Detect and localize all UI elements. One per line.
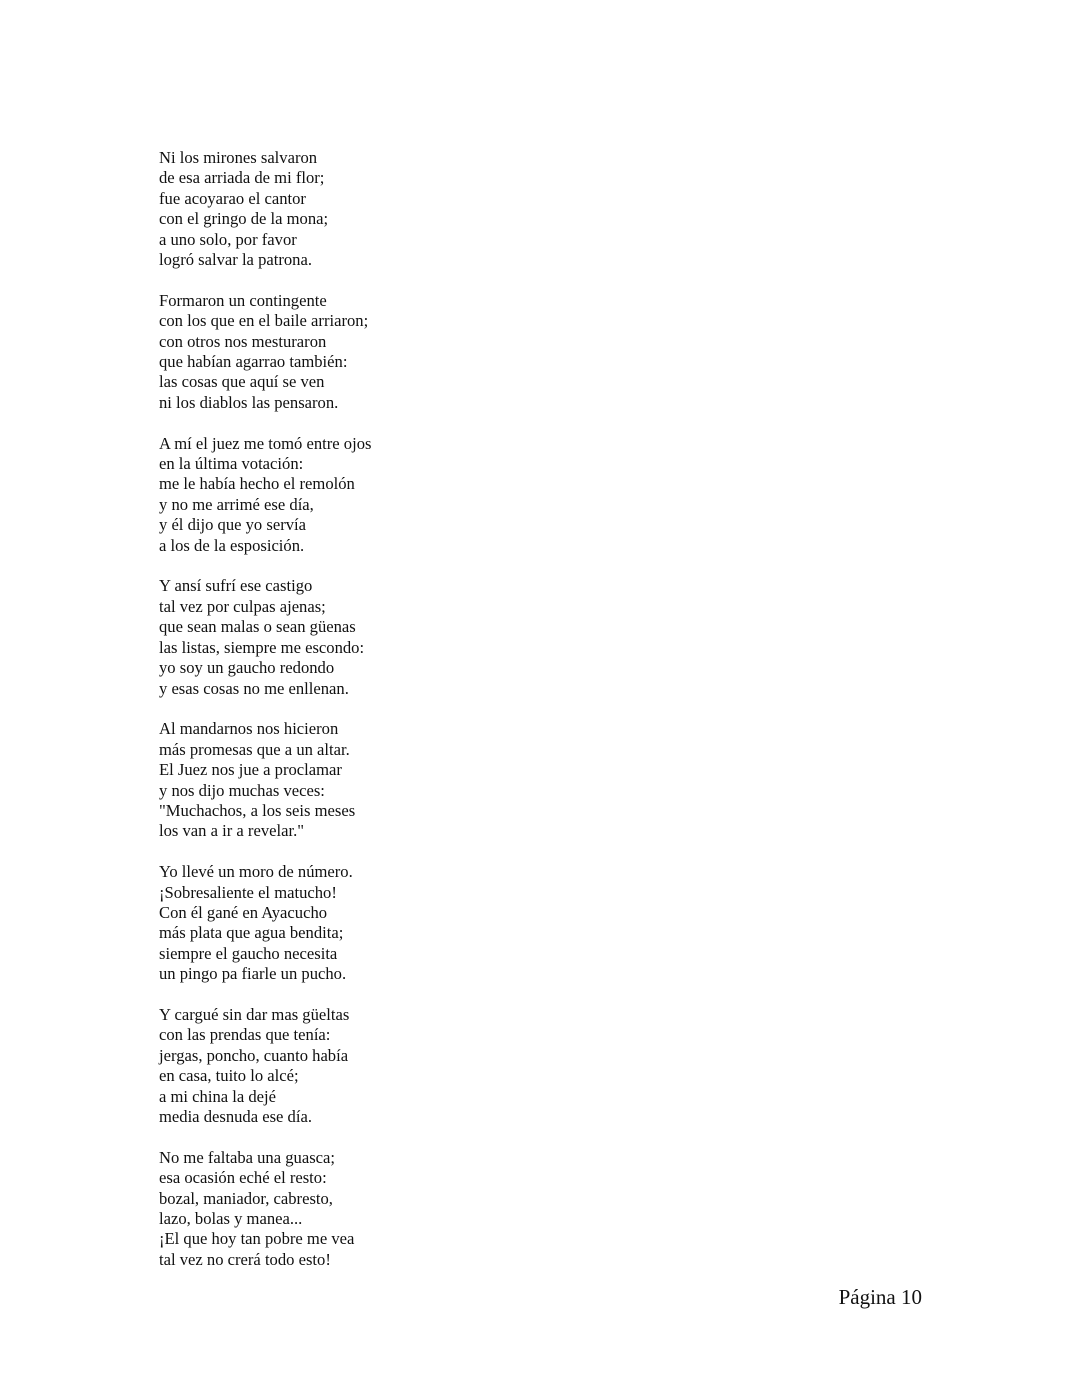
- verse-line: un pingo pa fiarle un pucho.: [159, 964, 347, 984]
- verse-line: las cosas que aquí se ven: [159, 372, 325, 392]
- verse-line: me le había hecho el remolón: [159, 474, 355, 494]
- verse-line: No me faltaba una guasca;: [159, 1147, 336, 1167]
- verse-line: las listas, siempre me escondo:: [159, 637, 365, 657]
- verse-line: con el gringo de la mona;: [159, 209, 329, 229]
- stanza: [159, 719, 759, 841]
- verse-line: que habían agarrao también:: [159, 352, 348, 372]
- verse-line: bozal, maniador, cabresto,: [159, 1188, 333, 1208]
- verse-line: jergas, poncho, cuanto había: [159, 1045, 349, 1065]
- verse-line: media desnuda ese día.: [159, 1107, 312, 1126]
- verse-line: con las prendas que tenía:: [159, 1025, 331, 1045]
- stanza: [159, 1148, 759, 1270]
- verse-line: yo soy un gaucho redondo: [159, 658, 335, 678]
- verse-line: con los que en el baile arriaron;: [159, 311, 369, 331]
- verse-line: a los de la esposición.: [159, 535, 305, 555]
- verse-line: "Muchachos, a los seis meses: [159, 800, 356, 820]
- verse-line: en la última votación:: [159, 454, 304, 474]
- verse-line: Formaron un contingente: [159, 290, 327, 310]
- stanza: [159, 862, 759, 984]
- verse-line: y nos dijo muchas veces:: [159, 780, 325, 800]
- verse-line: lazo, bolas y manea...: [159, 1209, 303, 1229]
- verse-line: tal vez no crerá todo esto!: [159, 1249, 331, 1269]
- verse-line: y él dijo que yo servía: [159, 515, 307, 535]
- verse-line: Y cargué sin dar mas güeltas: [159, 1004, 350, 1024]
- verse-line: A mí el juez me tomó entre ojos: [159, 433, 372, 453]
- verse-line: ¡El que hoy tan pobre me vea: [159, 1229, 355, 1249]
- verse-line: siempre el gaucho necesita: [159, 943, 338, 963]
- stanza: [159, 434, 759, 556]
- poem-body: [159, 148, 759, 1291]
- verse-line: esa ocasión eché el resto:: [159, 1168, 327, 1188]
- verse-line: El Juez nos jue a proclamar: [159, 760, 342, 780]
- verse-line: Con él gané en Ayacucho: [159, 902, 328, 922]
- verse-line: ni los diablos las pensaron.: [159, 392, 339, 412]
- verse-line: tal vez por culpas ajenas;: [159, 596, 326, 616]
- verse-line: ¡Sobresaliente el matucho!: [159, 882, 337, 902]
- stanza: [159, 291, 759, 413]
- verse-line: Y ansí sufrí ese castigo: [159, 576, 313, 596]
- verse-line: más promesas que a un altar.: [159, 739, 350, 759]
- verse-line: Al mandarnos nos hicieron: [159, 719, 339, 739]
- verse-line: en casa, tuito lo alcé;: [159, 1066, 299, 1086]
- verse-line: Ni los mirones salvaron: [159, 148, 318, 167]
- verse-line: a uno solo, por favor: [159, 229, 297, 249]
- verse-line: los van a ir a revelar.": [159, 821, 304, 841]
- verse-line: más plata que agua bendita;: [159, 923, 344, 943]
- verse-line: fue acoyarao el cantor: [159, 188, 306, 208]
- verse-line: con otros nos mesturaron: [159, 331, 327, 351]
- verse-line: logró salvar la patrona.: [159, 250, 312, 270]
- verse-line: de esa arriada de mi flor;: [159, 168, 325, 188]
- verse-line: Yo llevé un moro de número.: [159, 862, 353, 882]
- page-number: Página 10: [838, 1285, 922, 1309]
- verse-line: que sean malas o sean güenas: [159, 617, 356, 637]
- verse-line: y esas cosas no me enllenan.: [159, 678, 349, 698]
- verse-line: y no me arrimé ese día,: [159, 494, 314, 514]
- stanza: [159, 148, 759, 270]
- verse-line: a mi china la dejé: [159, 1086, 277, 1106]
- stanza: [159, 1005, 759, 1127]
- stanza: [159, 576, 759, 698]
